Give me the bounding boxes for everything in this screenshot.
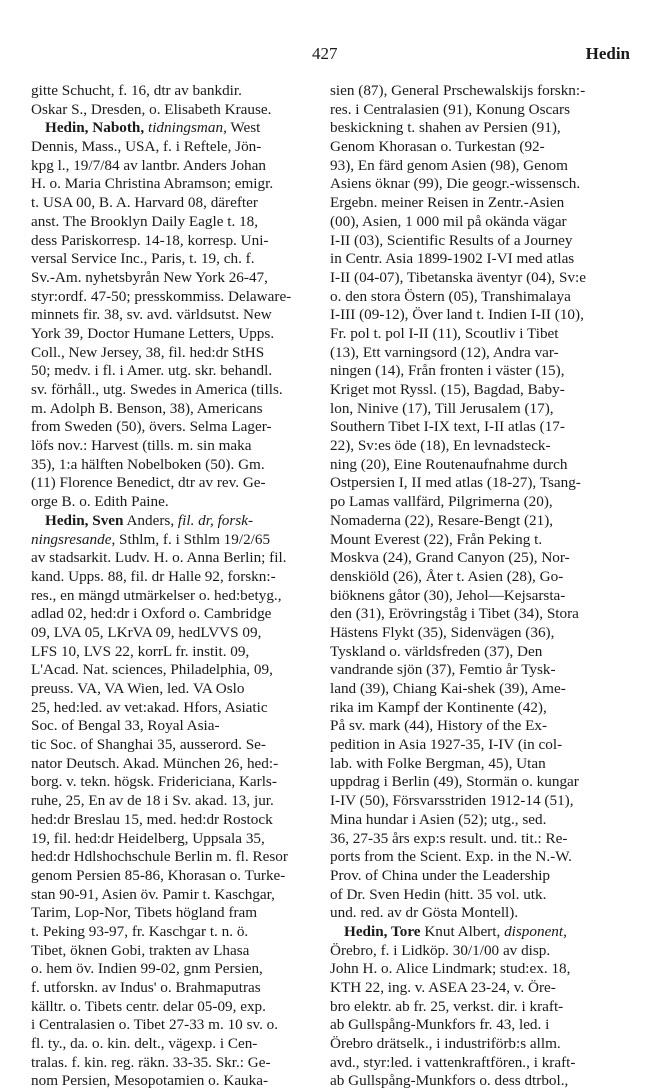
text-line: ningsresande, Sthlm, f. i Sthlm 19/2/65 [31, 530, 271, 548]
text-line: L'Acad. Nat. sciences, Philadelphia, 09, [31, 661, 273, 679]
text-line: stan 90-91, Asien öv. Pamir t. Kaschgar, [31, 885, 275, 903]
text-line: Genom Khorasan o. Turkestan (92- [330, 138, 545, 156]
text-line: i Centralasien o. Tibet 27-33 m. 10 sv. o. [31, 1016, 279, 1034]
text-line: av stadsarkit. Ludv. H. o. Anna Berlin; fil. [31, 549, 287, 567]
text-line: Dennis, Mass., USA, f. i Reftele, Jön- [31, 138, 262, 156]
text-line: ruhe, 25, En av de 18 i Sv. akad. 13, jur. [31, 792, 274, 810]
text-line: gitte Schucht, f. 16, dtr av bankdir. [31, 82, 242, 99]
text-line: I-II (04-07), Tibetanska äventyr (04), Sv:e [330, 268, 587, 286]
text-line: John H. o. Alice Lindmark; stud:ex. 18, [330, 960, 571, 978]
text-line: minnets fir. 38, sv. avd. världsutst. New [31, 306, 272, 324]
text-line: po Lamas vallfärd, Pilgrimerna (20), [330, 493, 553, 511]
text-line: sv. förhåll., utg. Swedes in America (tills. [31, 381, 283, 398]
left-column [31, 82, 305, 1091]
text-line: Hedin, Naboth, tidningsman, West [45, 119, 261, 137]
text-line: nom Persien, Mesopotamien o. Kauka- [31, 1072, 269, 1090]
text-line: (00), Asien, 1 000 mil på okända vägar [330, 212, 567, 230]
text-line: Asiens öknar (99), Die geogr.-wissensch. [330, 175, 581, 193]
text-line: 50; medv. i fl. i Amer. utg. skr. behandl. [31, 362, 273, 380]
text-line: avd., styr:led. i vattenkraftfören., i kraft- [330, 1053, 576, 1071]
text-line: hed:dr Hdlshochschule Berlin m. fl. Resor [31, 848, 288, 866]
text-line: 35), 1:a hälften Nobelboken (50). Gm. [31, 455, 265, 473]
text-line: sien (87), General Prschewalskijs forskn:- [330, 82, 586, 99]
text-line: tic Soc. of Shanghai 35, ausserord. Se- [31, 736, 266, 754]
running-head: Hedin [585, 44, 630, 63]
text-line: Tarim, Lop-Nor, Tibets högland fram [31, 904, 258, 922]
text-line: Southern Tibet I-IX text, I-II atlas (17- [330, 418, 565, 436]
text-line: Nomaderna (22), Resare-Bengt (21), [330, 511, 554, 529]
text-line: anst. The Brooklyn Daily Eagle t. 18, [31, 212, 259, 230]
text-line: 22), Sv:es öde (18), En levnadsteck- [330, 437, 551, 455]
text-line: 93), En färd genom Asien (98), Genom [330, 156, 568, 174]
text-line: Moskva (24), Grand Canyon (25), Nor- [330, 549, 570, 567]
text-line: 19, fil. hed:dr Heidelberg, Uppsala 35, [31, 829, 265, 847]
text-line: f. utforskn. av Indus' o. Brahmaputras [31, 979, 261, 996]
text-line: I-III (09-12), Över land t. Indien I-II (10), [330, 306, 584, 324]
text-line: Kriget mot Ryssl. (15), Bagdad, Baby- [330, 381, 565, 398]
text-line: Örebro, f. i Lidköp. 30/1/00 av disp. [330, 941, 551, 959]
text-line: adlad 02, hed:dr i Oxford o. Cambridge [31, 605, 272, 623]
text-line: ab Gullspång-Munkfors o. dess dtrbol., [330, 1072, 569, 1090]
text-line: Coll., New Jersey, 38, fil. hed:dr StHS [31, 343, 265, 361]
text-line: ningen (14), Från fronten i väster (15), [330, 362, 565, 380]
text-line: Mina hundar i Asien (52); utg., sed. [330, 810, 547, 828]
text-line: hed:dr Breslau 15, med. hed:dr Rostock [31, 810, 273, 828]
text-line: from Sweden (50), övers. Selma Lager- [31, 418, 272, 436]
text-line: uppdrag i Berlin (49), Stormän o. kungar [330, 773, 579, 791]
text-line: Ostpersien I, II med atlas (18-27), Tsang- [330, 474, 581, 492]
text-line: källtr. o. Tibets centr. delar 05-09, exp. [31, 997, 266, 1015]
text-line: I-IV (50), Försvarsstriden 1912-14 (51), [330, 792, 574, 810]
text-line: Prov. of China under the Leadership [330, 866, 551, 884]
text-line: kpg l., 19/7/84 av lantbr. Anders Johan [31, 156, 266, 174]
text-line: dess Pariskorresp. 14-18, korresp. Uni- [31, 231, 269, 249]
text-line: Fr. pol t. pol I-II (11), Scoutliv i Tibet [330, 324, 559, 342]
text-line: in Centr. Asia 1899-1902 I-VI med atlas [330, 250, 575, 268]
text-line: Hästens Flykt (35), Sidenvägen (36), [330, 623, 555, 641]
right-column [330, 82, 616, 1091]
text-line: 36, 27-35 års exp:s result. und. tit.: Re- [330, 829, 568, 847]
text-line: preuss. VA, VA Wien, led. VA Oslo [31, 680, 245, 697]
text-line: und. red. av dr Gösta Montell). [330, 904, 519, 922]
text-line: nator Deutsch. Akad. München 26, hed:- [31, 754, 279, 772]
text-line: m. Adolph B. Benson, 38), Americans [31, 399, 263, 417]
text-line: ning (20), Eine Routenaufnahme durch [330, 455, 568, 473]
text-line: den (31), Erövringståg i Tibet (34), Stora [330, 605, 579, 623]
text-line: o. hem öv. Indien 99-02, gnm Persien, [31, 960, 263, 978]
text-line: ab Gullspång-Munkfors fr. 43, led. i [330, 1016, 550, 1034]
text-line: (11) Florence Benedict, dtr av rev. Ge- [31, 474, 266, 492]
text-line: res. i Centralasien (91), Konung Oscars [330, 100, 570, 118]
text-line: Tibet, öknen Gobi, trakten av Lhasa [31, 941, 250, 959]
text-line: borg. v. tekn. högsk. Fridericiana, Karls- [31, 773, 277, 791]
text-line: lon, Ninive (17), Till Jerusalem (17), [330, 399, 554, 417]
text-line: t. Peking 93-97, fr. Kaschgar t. n. ö. [31, 922, 249, 940]
text-line: Oskar S., Dresden, o. Elisabeth Krause. [31, 100, 272, 118]
text-line: lab. with Folke Bergman, 45), Utan [330, 754, 546, 772]
text-line: York 39, Doctor Humane Letters, Upps. [31, 324, 275, 342]
text-line: denskiöld (26), Åter t. Asien (28), Go- [330, 567, 564, 585]
text-line: pedition in Asia 1927-35, I-IV (in col- [330, 736, 563, 754]
text-line: (13), Ett varningsord (12), Andra var- [330, 343, 559, 361]
text-line: vandrande sjön (37), Femtio år Tysk- [330, 661, 556, 679]
text-line: orge B. o. Edith Paine. [31, 493, 169, 511]
text-line: löfs nov.: Harvest (tills. m. sin maka [31, 437, 252, 455]
text-line: På sv. mark (44), History of the Ex- [330, 717, 548, 735]
text-line: LFS 10, LVS 22, korrL fr. instit. 09, [31, 642, 250, 660]
text-line: of Dr. Sven Hedin (hitt. 35 vol. utk. [330, 885, 547, 903]
text-line: Soc. of Bengal 33, Royal Asia- [31, 717, 220, 735]
text-line: beskickning t. shahen av Persien (91), [330, 119, 561, 137]
text-line: t. USA 00, B. A. Harvard 08, därefter [31, 194, 258, 212]
text-line: o. den stora Östern (05), Transhimalaya [330, 287, 571, 305]
text-line: ports from the Scient. Exp. in the N.-W. [330, 848, 572, 866]
text-line: I-II (03), Scientific Results of a Journey [330, 231, 573, 249]
page-header [0, 44, 664, 70]
text-line: biöknens gåtor (30), Jehol—Kejsarsta- [330, 586, 566, 604]
text-line: genom Persien 85-86, Khorasan o. Turke- [31, 866, 286, 884]
text-line: tralas. f. kin. reg. räkn. 33-35. Skr.: Ge- [31, 1053, 271, 1071]
text-line: Örebro drätselk., i industriförb:s allm. [330, 1035, 561, 1053]
text-line: H. o. Maria Christina Abramson; emigr. [31, 175, 274, 193]
text-line: Hedin, Tore Knut Albert, disponent, [344, 922, 567, 940]
text-line: Tyskland o. världsfreden (37), Den [330, 642, 543, 660]
text-line: bro elektr. ab fr. 25, verkst. dir. i kraft- [330, 997, 564, 1015]
text-line: styr:ordf. 47-50; presskommiss. Delaware- [31, 287, 292, 305]
text-line: versal Service Inc., Paris, t. 19, ch. f. [31, 250, 255, 268]
page-number: 427 [312, 44, 338, 63]
text-line: Mount Everest (22), Från Peking t. [330, 530, 543, 548]
text-line: fl. ty., da. o. kin. delt., vägexp. i Cen- [31, 1035, 258, 1053]
text-line: Sv.-Am. nyhetsbyrån New York 26-47, [31, 268, 268, 286]
text-line: kand. Upps. 88, fil. dr Halle 92, forskn:- [31, 567, 276, 585]
text-line: 09, LVA 05, LKrVA 09, hedLVVS 09, [31, 623, 262, 641]
text-line: rika im Kampf der Kontinente (42), [330, 698, 547, 716]
text-line: land (39), Chiang Kai-shek (39), Ame- [330, 680, 566, 697]
text-line: 25, hed:led. av vet:akad. Hfors, Asiatic [31, 698, 268, 716]
text-line: res., en mängd utmärkelser o. hed:betyg., [31, 586, 282, 604]
text-line: KTH 22, ing. v. ASEA 23-24, v. Öre- [330, 979, 556, 996]
text-line: Ergebn. meiner Reisen in Zentr.-Asien [330, 194, 565, 212]
text-line: Hedin, Sven Anders, fil. dr, forsk- [45, 511, 254, 529]
